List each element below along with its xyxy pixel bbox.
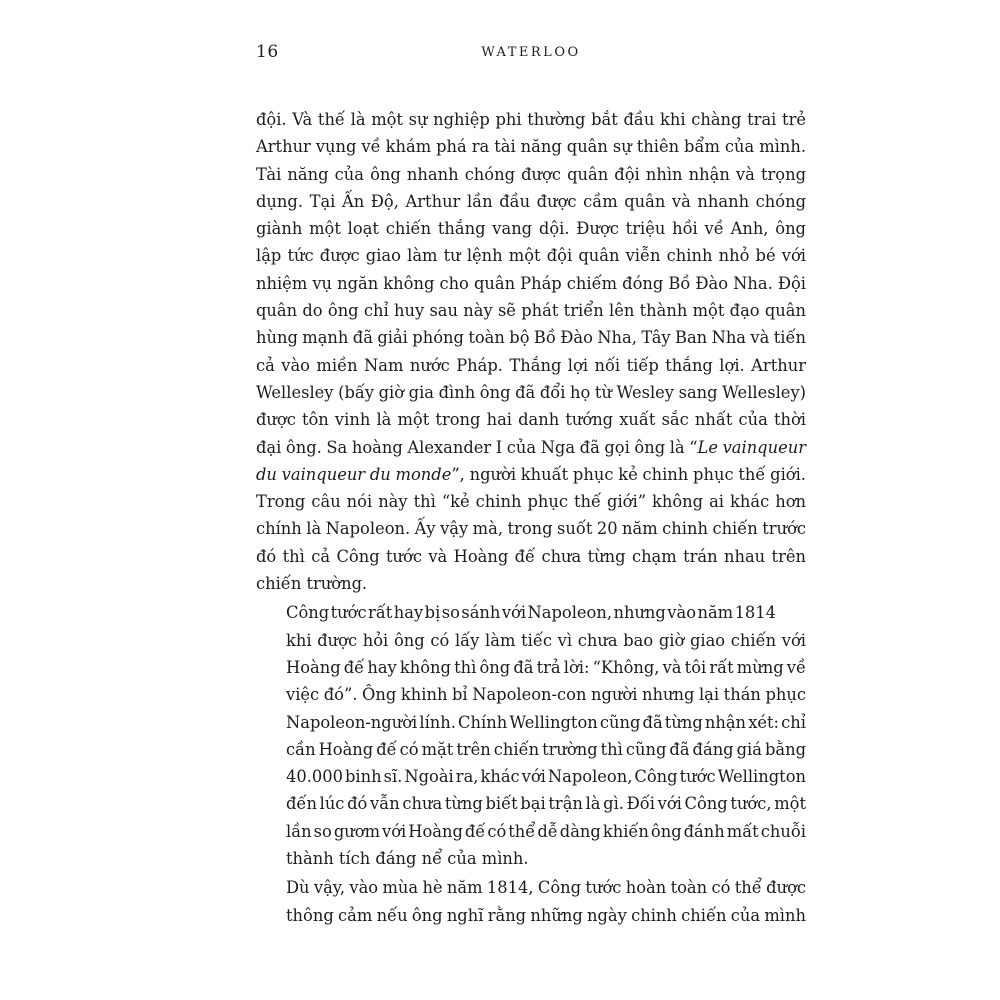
running-head: WATERLOO — [481, 45, 581, 60]
text-line: quân do ông chỉ huy sau này sẽ phát triển lên thành một đạo quân — [256, 301, 806, 321]
text-line: nhiệm vụ ngăn không cho quân Pháp chiếm đóng Bồ Đào Nha. Đội — [256, 273, 806, 293]
text-line: đó thì cả Công tước và Hoàng đế chưa từng chạm trán nhau trên — [256, 546, 806, 566]
italic-quote: du vainqueur du monde — [256, 464, 452, 484]
text-line: chính là Napoleon. Ấy vậy mà, trong suốt 20 năm chinh chiến trước — [256, 519, 806, 539]
body-text — [256, 106, 806, 929]
text-line — [256, 461, 806, 488]
text-line: cần Hoàng đế có mặt trên chiến trường thì cũng đã đáng giá bằng — [286, 739, 806, 759]
text-line: đến lúc đó vẫn chưa từng biết bại trận là gì. Đối với Công tước, một — [286, 794, 806, 814]
text-line: Công tước rất hay bị so sánh với Napoleon, nhưng vào năm 1814 — [286, 603, 777, 623]
text-line: Trong câu nói này thì “kẻ chinh phục thế giới” không ai khác hơn — [256, 492, 806, 512]
text-line: việc đó”. Ông khinh bỉ Napoleon-con người nhưng lại thán phục — [286, 685, 806, 705]
page-header — [256, 42, 806, 66]
text-fragment: ”, người khuất phục kẻ chinh phục thế giới. — [451, 464, 806, 484]
text-line: Hoàng đế hay không thì ông đã trả lời: “Không, và tôi rất mừng về — [286, 657, 806, 677]
text-line: Arthur vụng về khám phá ra tài năng quân sự thiên bẩm của mình. — [256, 137, 806, 157]
text-line: khi được hỏi ông có lấy làm tiếc vì chưa bao giờ giao chiến với — [286, 630, 806, 650]
italic-quote: Le vainqueur — [697, 437, 806, 457]
text-fragment: đại ông. Sa hoàng Alexander I của Nga đã gọi ông là “ — [256, 437, 698, 457]
text-line: Napoleon-người lính. Chính Wellington cũng đã từng nhận xét: chỉ — [286, 712, 806, 732]
text-line: 40.000 binh sĩ. Ngoài ra, khác với Napoleon, Công tước Wellington — [286, 767, 806, 787]
text-line: lập tức được giao làm tư lệnh một đội quân viễn chinh nhỏ bé với — [256, 246, 806, 266]
text-line: thành tích đáng nể của mình. — [286, 849, 529, 869]
text-line: thông cảm nếu ông nghĩ rằng những ngày chinh chiến của mình — [286, 905, 806, 925]
text-line: Wellesley (bấy giờ gia đình ông đã đổi họ từ Wesley sang Wellesley) — [256, 382, 806, 402]
text-line — [256, 434, 806, 461]
paragraph-1 — [256, 106, 806, 597]
text-line: Tài năng của ông nhanh chóng được quân đội nhìn nhận và trọng — [256, 164, 806, 184]
text-line: Dù vậy, vào mùa hè năm 1814, Công tước hoàn toàn có thể được — [286, 878, 806, 898]
paragraph-3 — [256, 874, 806, 929]
text-line: hùng mạnh đã giải phóng toàn bộ Bồ Đào Nha, Tây Ban Nha và tiến — [256, 328, 806, 348]
text-line: dụng. Tại Ấn Độ, Arthur lần đầu được cầm quân và nhanh chóng — [256, 191, 806, 211]
text-line: được tôn vinh là một trong hai danh tướng xuất sắc nhất của thời — [256, 410, 806, 430]
paragraph-2 — [256, 599, 806, 872]
text-line: lần so gươm với Hoàng đế có thể dễ dàng khiến ông đánh mất chuỗi — [286, 821, 806, 841]
text-line: cả vào miền Nam nước Pháp. Thắng lợi nối tiếp thắng lợi. Arthur — [256, 355, 806, 375]
text-line: giành một loạt chiến thắng vang dội. Được triệu hồi về Anh, ông — [256, 219, 806, 239]
text-line: đội. Và thế là một sự nghiệp phi thường bắt đầu khi chàng trai trẻ — [256, 110, 806, 129]
text-line: chiến trường. — [256, 574, 368, 594]
page-number: 16 — [256, 42, 279, 62]
